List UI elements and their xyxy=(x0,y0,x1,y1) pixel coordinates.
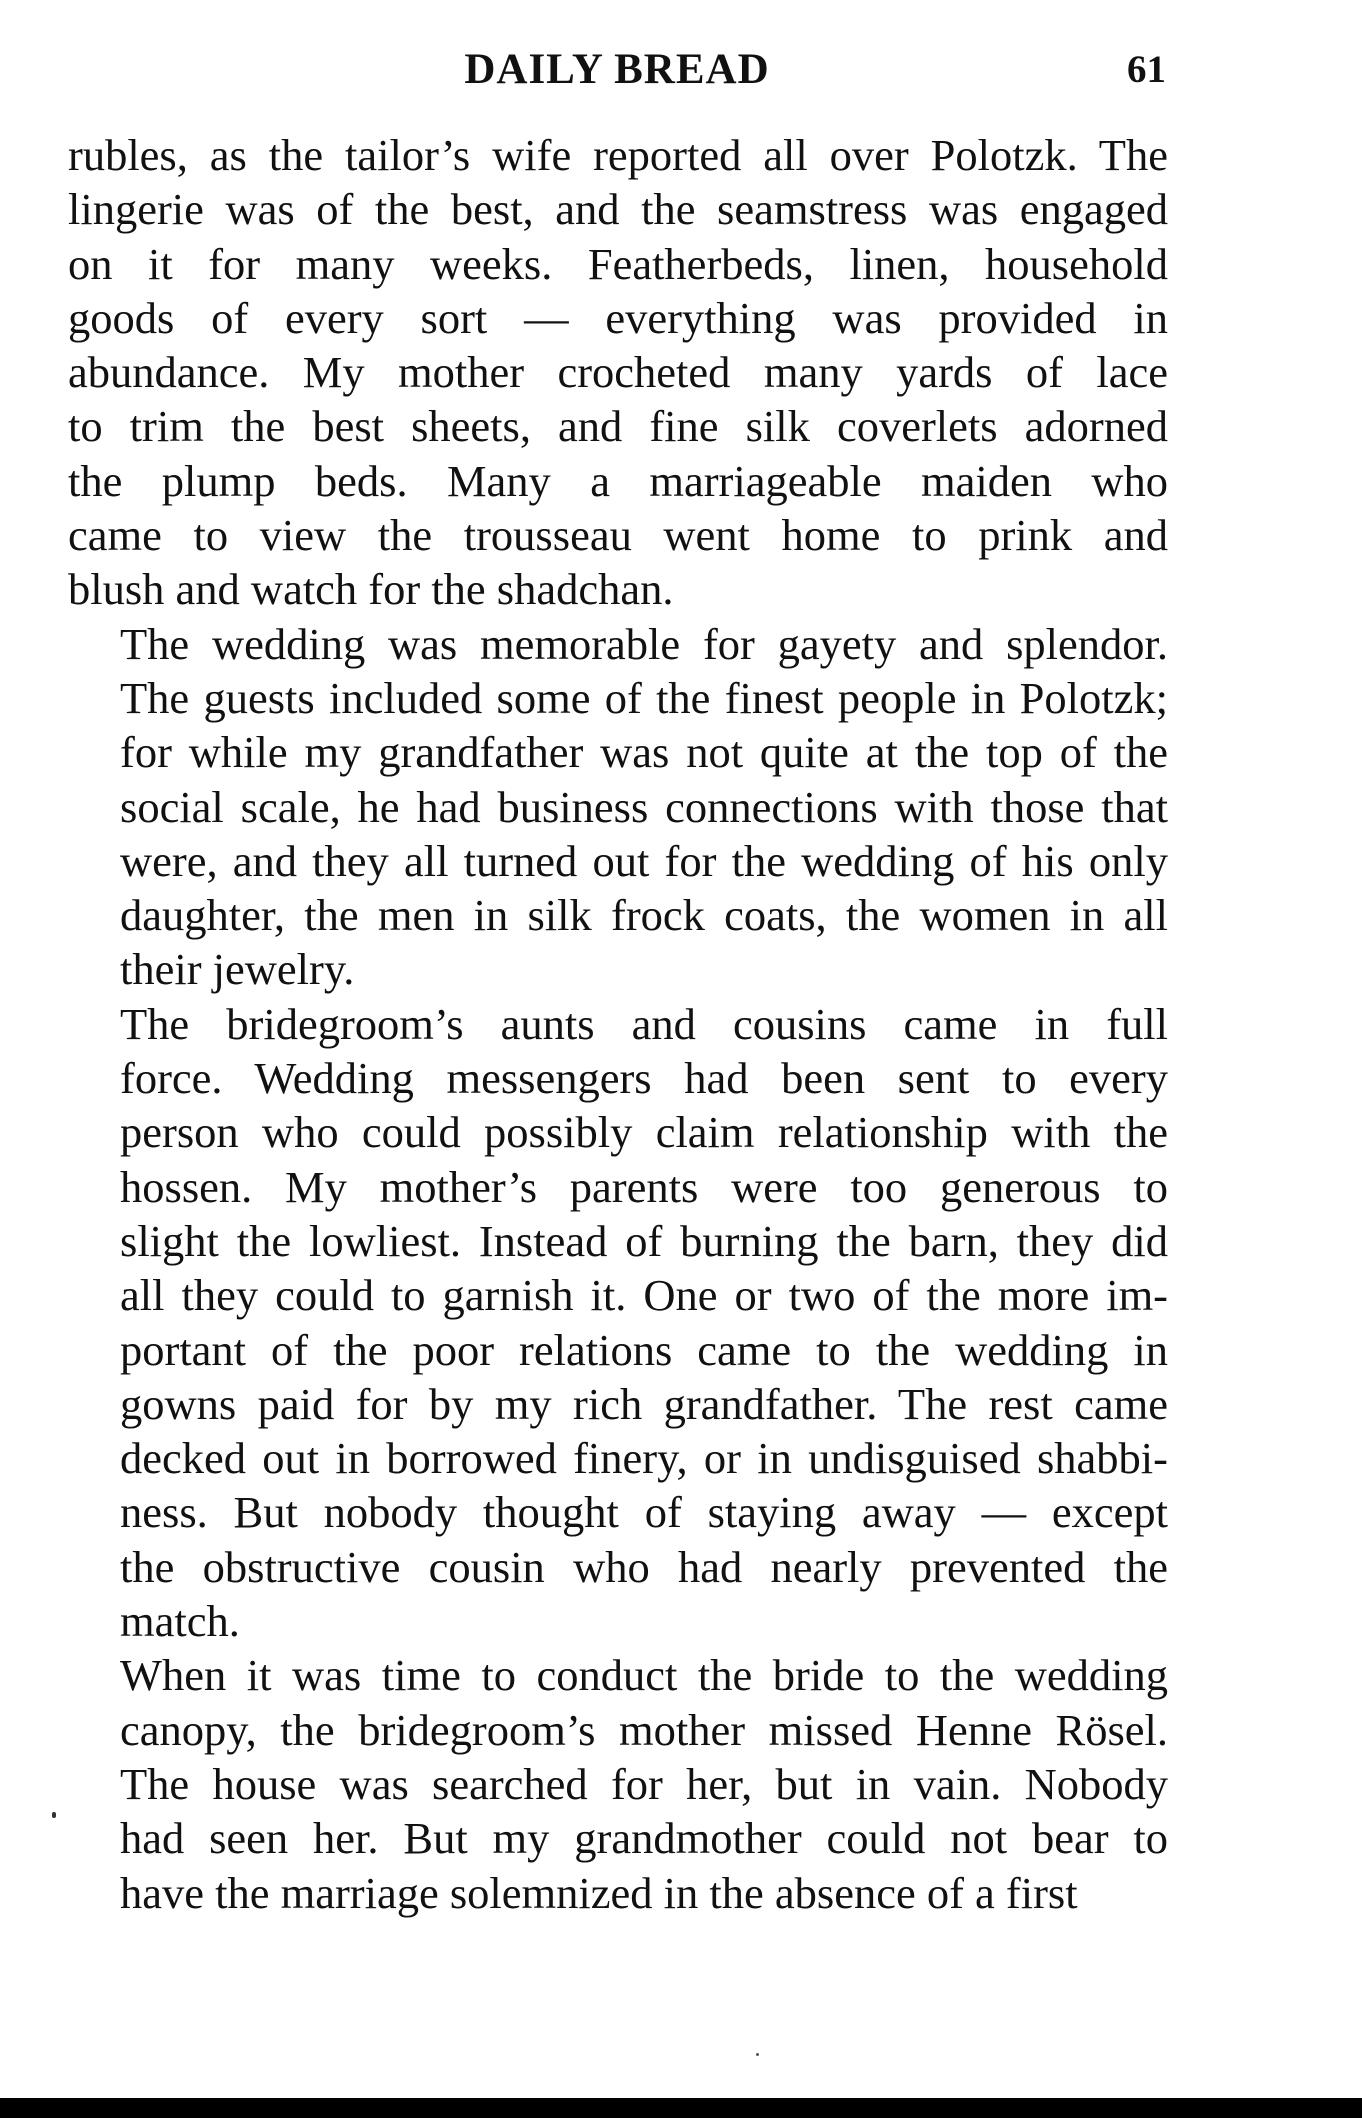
page-number: 61 xyxy=(1127,48,1166,91)
body-text xyxy=(68,128,1168,1920)
text-line: The house was searched for her, but in vain. Nobody xyxy=(120,1758,1168,1809)
text-line: social scale, he had business connections with those that xyxy=(120,781,1168,832)
text-line: their jewelry. xyxy=(120,944,355,995)
text-line: the plump beds. Many a marriageable maiden who xyxy=(68,455,1168,506)
text-line: to trim the best sheets, and fine silk coverlets adorned xyxy=(68,401,1168,452)
page-bottom-edge xyxy=(0,2098,1362,2118)
text-line: The wedding was memorable for gayety and splendor. xyxy=(120,618,1168,669)
text-line: When it was time to conduct the bride to the wedding xyxy=(120,1650,1168,1701)
text-line: have the marriage solemnized in the absence of a first xyxy=(120,1867,1078,1918)
text-line: had seen her. But my grandmother could not bear to xyxy=(120,1813,1168,1864)
text-line: came to view the trousseau went home to prink and xyxy=(68,510,1168,561)
running-head xyxy=(68,42,1166,98)
paragraph xyxy=(68,997,1168,1649)
print-speck xyxy=(52,1812,56,1818)
text-line: for while my grandfather was not quite at the top of the xyxy=(120,727,1168,778)
text-line: all they could to garnish it. One or two of the more im- xyxy=(120,1270,1168,1321)
text-line: were, and they all turned out for the wedding of his only xyxy=(120,835,1168,886)
text-line: lingerie was of the best, and the seamstress was engaged xyxy=(68,184,1168,235)
text-line: The guests included some of the finest people in Polotzk; xyxy=(120,672,1168,723)
text-line: gowns paid for by my rich grandfather. The rest came xyxy=(120,1378,1168,1429)
paragraph xyxy=(68,128,1168,617)
text-line: daughter, the men in silk frock coats, the women in all xyxy=(120,890,1168,941)
text-line: slight the lowliest. Instead of burning the barn, they did xyxy=(120,1215,1168,1266)
text-line: The bridegroom’s aunts and cousins came in full xyxy=(120,998,1168,1049)
paragraph xyxy=(68,617,1168,997)
text-line: the obstructive cousin who had nearly prevented the xyxy=(120,1541,1168,1592)
text-line: ness. But nobody thought of staying away — except xyxy=(120,1487,1168,1538)
paragraph xyxy=(68,1648,1168,1919)
text-line: portant of the poor relations came to the wedding in xyxy=(120,1324,1168,1375)
text-line: canopy, the bridegroom’s mother missed Henne Rösel. xyxy=(120,1704,1168,1755)
text-line: match. xyxy=(120,1596,240,1647)
text-line: force. Wedding messengers had been sent to every xyxy=(120,1053,1168,1104)
text-line: blush and watch for the shadchan. xyxy=(68,564,674,615)
text-line: person who could possibly claim relationship with the xyxy=(120,1107,1168,1158)
text-line: decked out in borrowed finery, or in undisguised shabbi- xyxy=(120,1433,1168,1484)
print-speck xyxy=(756,2053,759,2056)
running-head-title: DAILY BREAD xyxy=(464,46,770,93)
text-line: hossen. My mother’s parents were too generous to xyxy=(120,1161,1168,1212)
text-line: rubles, as the tailor’s wife reported all over Polotzk. The xyxy=(68,130,1168,180)
text-line: goods of every sort — everything was provided in xyxy=(68,292,1168,343)
text-line: on it for many weeks. Featherbeds, linen, household xyxy=(68,238,1168,289)
text-line: abundance. My mother crocheted many yards of lace xyxy=(68,347,1168,398)
